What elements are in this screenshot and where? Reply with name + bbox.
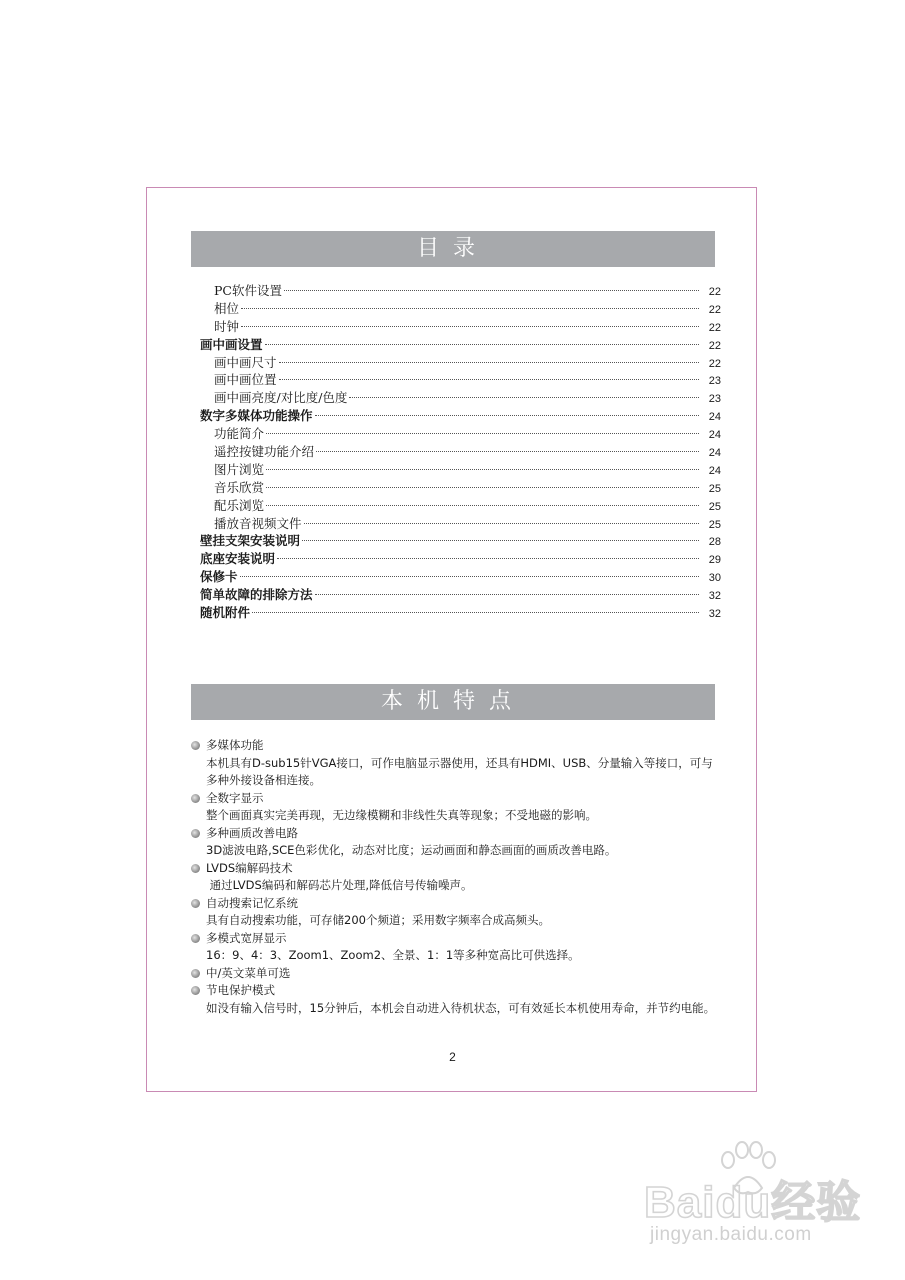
toc-entry-page: 32 <box>708 590 721 603</box>
baidu-jingyan-watermark <box>640 1140 880 1260</box>
toc-entry-label: 画中画设置 <box>200 336 263 352</box>
toc-dot-leader <box>279 379 699 380</box>
page-number: 2 <box>449 1050 456 1064</box>
toc-entry-label: 配乐浏览 <box>214 497 265 513</box>
feature-title: 多种画质改善电路 <box>206 825 298 840</box>
bullet-icon <box>191 794 200 803</box>
feature-title-row <box>191 825 721 843</box>
toc-entry-page: 24 <box>708 411 721 424</box>
bullet-icon <box>191 969 200 978</box>
feature-title-row <box>191 965 721 983</box>
toc-entry <box>200 443 721 461</box>
toc-dot-leader <box>252 612 699 613</box>
feature-title-row <box>191 860 721 878</box>
toc-entry-label: 保修卡 <box>200 569 238 585</box>
feature-title-row <box>191 737 721 755</box>
toc-entry <box>200 318 721 336</box>
toc-dot-leader <box>316 451 699 452</box>
feature-description: 如没有输入信号时，15分钟后，本机会自动进入待机状态，可有效延长本机使用寿命，并节约电能。 <box>206 1000 716 1015</box>
toc-entry-page: 22 <box>708 286 721 298</box>
feature-item <box>191 860 721 895</box>
toc-entry-label: 壁挂支架安装说明 <box>200 533 301 549</box>
toc-entry-label: 随机附件 <box>200 605 251 621</box>
toc-entry-label: 画中画尺寸 <box>214 354 277 370</box>
toc-entry-label: 功能简介 <box>214 426 265 442</box>
feature-title: 中/英文菜单可选 <box>206 965 291 980</box>
toc-entry <box>200 389 721 407</box>
watermark-logo: Baidu经验 <box>644 1178 862 1227</box>
toc-entry <box>200 497 721 515</box>
feature-title: 自动搜索记忆系统 <box>206 895 298 910</box>
feature-description: 多种外接设备相连接。 <box>206 773 321 787</box>
toc-entry-label: PC软件设置 <box>214 283 282 298</box>
toc-entry-page: 28 <box>708 536 721 549</box>
feature-title-row <box>191 790 721 808</box>
feature-title: LVDS编解码技术 <box>206 860 293 875</box>
toc-entry-page: 32 <box>708 608 721 621</box>
feature-item <box>191 930 721 965</box>
feature-description: 本机具有D-sub15针VGA接口，可作电脑显示器使用，还具有HDMI、USB、分量输入等接口，可与 <box>206 755 713 770</box>
toc-dot-leader <box>304 523 699 524</box>
toc-entry-label: 时钟 <box>214 318 240 334</box>
toc-dot-leader <box>302 540 699 541</box>
toc-entry-page: 23 <box>708 393 721 406</box>
toc-entry <box>200 354 721 372</box>
feature-title: 节电保护模式 <box>206 983 275 997</box>
feature-title-row <box>191 895 721 913</box>
toc-entry-label: 数字多媒体功能操作 <box>200 408 313 424</box>
toc-entry-page: 22 <box>708 339 721 352</box>
toc-entry-page: 22 <box>708 357 721 370</box>
toc-entry <box>200 336 721 354</box>
toc-entry-page: 22 <box>708 303 721 316</box>
toc-entry-page: 24 <box>708 447 721 460</box>
toc-entry-label: 图片浏览 <box>214 461 265 477</box>
bullet-icon <box>191 829 200 838</box>
feature-description: 整个画面真实完美再现，无边缘模糊和非线性失真等现象；不受地磁的影响。 <box>206 808 597 822</box>
toc-entry <box>200 371 721 389</box>
toc-entry-label: 播放音视频文件 <box>214 515 302 531</box>
toc-dot-leader <box>315 594 699 595</box>
toc-entry <box>200 282 721 300</box>
toc-entry <box>200 568 721 586</box>
bullet-icon <box>191 986 200 995</box>
toc-dot-leader <box>266 487 699 488</box>
toc-entry-page: 22 <box>708 321 721 334</box>
toc-dot-leader <box>315 415 699 416</box>
toc-entry <box>200 479 721 497</box>
feature-title: 多媒体功能 <box>206 738 264 752</box>
feature-title-row <box>191 930 721 948</box>
feature-description: 16：9、4：3、Zoom1、Zoom2、全景、1：1等多种宽高比可供选择。 <box>206 948 580 962</box>
toc-entry-label: 画中画位置 <box>214 372 277 388</box>
feature-description: 3D滤波电路,SCE色彩优化，动态对比度；运动画面和静态画面的画质改善电路。 <box>206 843 617 857</box>
toc-entry <box>200 550 721 568</box>
toc-entry <box>200 604 721 622</box>
toc-header: 目录 <box>191 231 715 267</box>
toc-entry <box>200 300 721 318</box>
toc-dot-leader <box>266 433 699 434</box>
bullet-icon <box>191 864 200 873</box>
toc-entry-page: 25 <box>708 482 721 495</box>
toc-entry-page: 25 <box>708 518 721 531</box>
toc-entry <box>200 515 721 533</box>
feature-item <box>191 965 721 983</box>
toc-entry <box>200 461 721 479</box>
feature-item <box>191 737 721 790</box>
toc-entry <box>200 407 721 425</box>
toc-entry <box>200 532 721 550</box>
bullet-icon <box>191 741 200 750</box>
toc-dot-leader <box>284 290 699 291</box>
feature-item <box>191 895 721 930</box>
toc-entry <box>200 586 721 604</box>
watermark-url: jingyan.baidu.com <box>650 1224 812 1245</box>
toc-entry-label: 底座安装说明 <box>200 551 276 567</box>
features-list <box>191 737 721 1017</box>
toc-entry-label: 相位 <box>214 300 240 316</box>
toc-entry-page: 25 <box>708 500 721 513</box>
table-of-contents <box>200 282 721 622</box>
toc-dot-leader <box>241 326 699 327</box>
toc-entry-page: 24 <box>708 464 721 477</box>
toc-entry-label: 简单故障的排除方法 <box>200 587 313 603</box>
feature-description: 通过LVDS编码和解码芯片处理,降低信号传输噪声。 <box>206 878 473 892</box>
toc-entry-page: 29 <box>708 554 721 567</box>
toc-entry-label: 遥控按键功能介绍 <box>214 444 315 460</box>
toc-dot-leader <box>266 469 699 470</box>
feature-item <box>191 790 721 825</box>
toc-entry-page: 23 <box>708 375 721 388</box>
toc-dot-leader <box>279 362 699 363</box>
feature-title-row <box>191 982 721 1000</box>
feature-item <box>191 982 721 1017</box>
toc-entry <box>200 425 721 443</box>
toc-entry-label: 画中画亮度/对比度/色度 <box>214 390 348 406</box>
toc-dot-leader <box>241 308 699 309</box>
toc-dot-leader <box>265 344 699 345</box>
feature-title: 多模式宽屏显示 <box>206 930 287 945</box>
toc-dot-leader <box>349 397 699 398</box>
toc-entry-page: 24 <box>708 429 721 442</box>
toc-dot-leader <box>266 505 699 506</box>
feature-title: 全数字显示 <box>206 790 264 805</box>
bullet-icon <box>191 899 200 908</box>
toc-entry-label: 音乐欣赏 <box>214 479 265 495</box>
bullet-icon <box>191 934 200 943</box>
toc-dot-leader <box>240 576 699 577</box>
features-header: 本机特点 <box>191 684 715 720</box>
toc-dot-leader <box>277 558 699 559</box>
toc-entry-page: 30 <box>708 572 721 585</box>
feature-item <box>191 825 721 860</box>
feature-description: 具有自动搜索功能，可存储200个频道；采用数字频率合成高频头。 <box>206 913 550 927</box>
